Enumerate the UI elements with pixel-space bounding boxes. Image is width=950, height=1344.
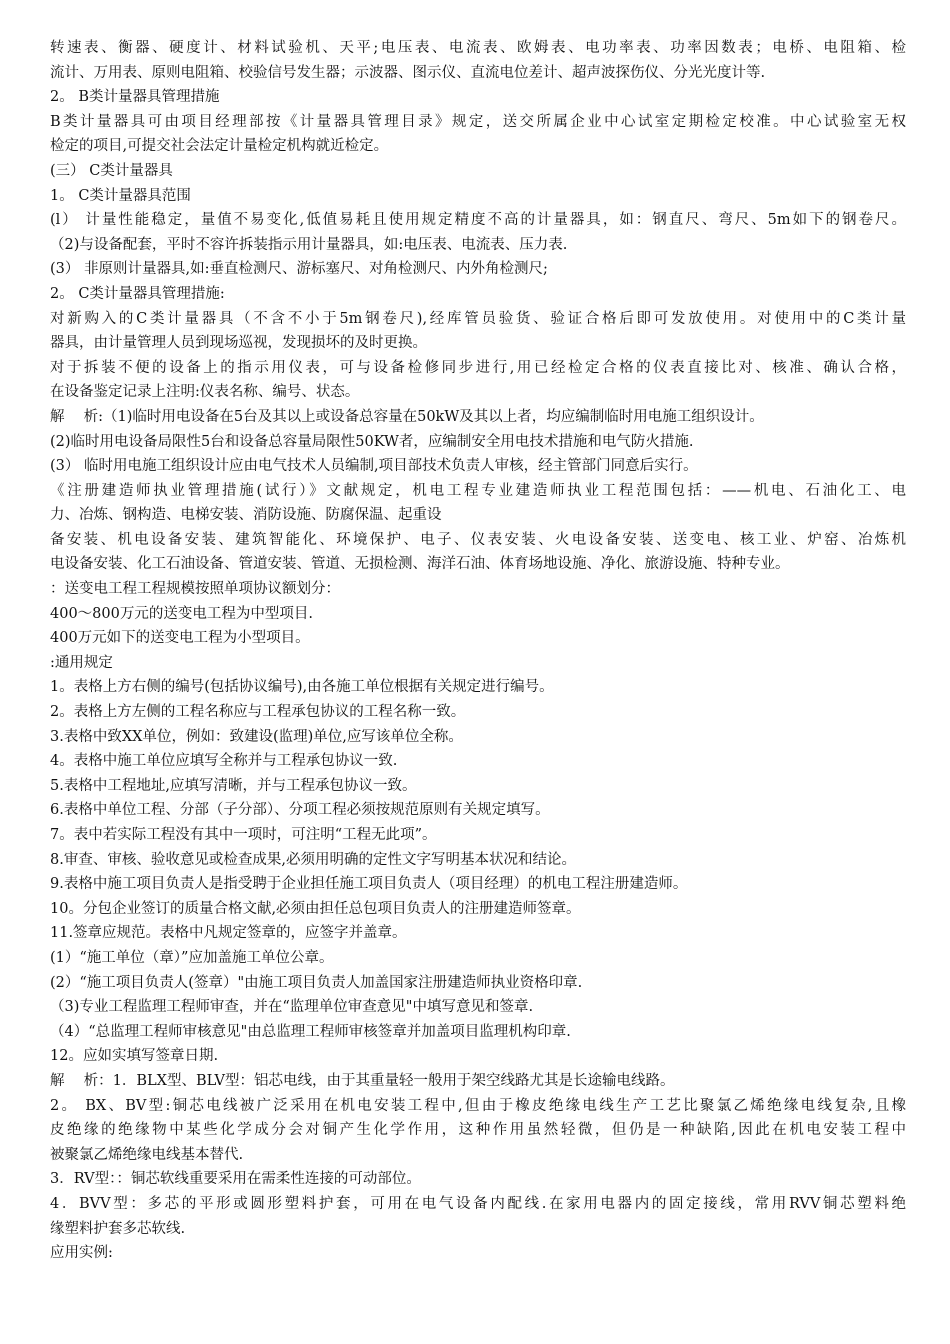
text-line: 2。表格上方左侧的工程名称应与工程承包协议的工程名称一致。: [50, 704, 466, 721]
text-line: 在设备鉴定记录上注明:仪表名称、编号、状态。: [50, 384, 360, 401]
text-line: 12。应如实填写签章日期.: [50, 1048, 219, 1065]
text-line: (2)临时用电设备局限性5台和设备总容量局限性50KW者，应编制安全用电技术措施和电气防火措施.: [50, 433, 694, 450]
text-line: 11.签章应规范。表格中凡规定签章的，应签字并盖章。: [50, 925, 407, 942]
text-line: 对于拆装不便的设备上的指示用仪表，可与设备检修同步进行,用已经检定合格的仪表直接比对、核准、确认合格，: [50, 359, 906, 376]
text-line: (三） C类计量器具: [50, 162, 173, 179]
text-line: 1。表格上方右侧的编号(包括协议编号),由各施工单位根据有关规定进行编号。: [50, 679, 554, 696]
text-line: （4）“总监理工程师审核意见"由总监理工程师审核签章并加盖项目监理机构印章.: [50, 1023, 571, 1040]
text-line: (3） 临时用电施工组织设计应由电气技术人员编制,项目部技术负责人审核，经主管部门同意后实行。: [50, 458, 698, 475]
text-line: 2。 C类计量器具管理措施:: [50, 285, 225, 302]
text-line: 8.审查、审核、验收意见或检查成果,必须用明确的定性文字写明基本状况和结论。: [50, 851, 576, 868]
text-line: 4．BVV型：多芯的平形或圆形塑料护套，可用在电气设备内配线.在家用电器内的固定接线，常用RVV铜芯塑料绝: [50, 1195, 906, 1212]
text-line: 转速表、衡器、硬度计、材料试验机、天平;电压表、电流表、欧姆表、电功率表、功率因数表；电桥、电阻箱、检: [50, 40, 906, 56]
text-line: 皮绝缘的绝缘物中某些化学成分会对铜产生化学作用，这种作用虽然轻微，但仍是一种缺陷,因此在机电安装工程中: [50, 1122, 906, 1139]
text-line: 10。分包企业签订的质量合格文献,必须由担任总包项目负责人的注册建造师签章。: [50, 900, 581, 917]
text-line: 5.表格中工程地址,应填写清晰，并与工程承包协议一致。: [50, 777, 417, 794]
text-line: 1。 C类计量器具范围: [50, 187, 191, 204]
text-line: 3.表格中致XX单位，例如：致建设(监理)单位,应写该单位全称。: [50, 728, 463, 745]
text-line: 备安装、机电设备安装、建筑智能化、环境保护、电子、仪表安装、火电设备安装、送变电、核工业、炉窑、冶炼机: [50, 531, 906, 548]
text-line: 解 析：1．BLX型、BLV型：铝芯电线，由于其重量轻一般用于架空线路尤其是长途输电线路。: [50, 1072, 675, 1089]
text-line: 流计、万用表、原则电阻箱、校验信号发生器；示波器、图示仪、直流电位差计、超声波探伤仪、分光光度计等.: [50, 64, 766, 81]
text-line: 应用实例:: [50, 1245, 113, 1262]
text-line: :通用规定: [50, 654, 113, 671]
text-line: 2。 BX、BV型:铜芯电线被广泛采用在机电安装工程中,但由于橡皮绝缘电线生产工艺比聚氯乙烯绝缘电线复杂,且橡: [50, 1097, 906, 1114]
text-line: 6.表格中单位工程、分部（子分部）、分项工程必须按规范原则有关规定填写。: [50, 802, 550, 819]
text-line: 3．RV型：：铜芯软线重要采用在需柔性连接的可动部位。: [50, 1171, 421, 1188]
text-line: （3)专业工程监理工程师审查，并在“监理单位审查意见"中填写意见和签章.: [50, 999, 534, 1016]
document-body: [50, 36, 906, 1266]
text-line: 对新购入的C类计量器具（不含不小于5m钢卷尺),经库管员验货、验证合格后即可发放使用。对使用中的C类计量: [50, 310, 906, 327]
text-line: 被聚氯乙烯绝缘电线基本替代.: [50, 1146, 244, 1163]
text-line: B类计量器具可由项目经理部按《计量器具管理目录》规定，送交所属企业中心试室定期检定校准。中心试验室无权: [50, 113, 906, 130]
text-line: 解 析:（1)临时用电设备在5台及其以上或设备总容量在50kW及其以上者，均应编制临时用电施工组织设计。: [50, 408, 764, 425]
text-line: 2。 B类计量器具管理措施: [50, 89, 220, 106]
text-line: (2）“施工项目负责人(签章）"由施工项目负责人加盖国家注册建造师执业资格印章.: [50, 974, 583, 991]
text-line: ：送变电工程工程规模按照单项协议额划分：: [50, 581, 340, 598]
text-line: 缘塑料护套多芯软线.: [50, 1220, 186, 1237]
text-line: (1）“施工单位（章）”应加盖施工单位公章。: [50, 949, 334, 966]
text-line: 检定的项目,可提交社会法定计量检定机构就近检定。: [50, 138, 389, 155]
text-line: 400万元如下的送变电工程为小型项目。: [50, 630, 310, 647]
text-line: 《注册建造师执业管理措施(试行）》文献规定，机电工程专业建造师执业工程范围包括：——机电、石油化工、电: [50, 482, 906, 499]
text-line: (3） 非原则计量器具,如:垂直检测尺、游标塞尺、对角检测尺、内外角检测尺;: [50, 261, 548, 278]
text-line: 力、冶炼、钢构造、电梯安装、消防设施、防腐保温、起重设: [50, 507, 442, 524]
text-line: 电设备安装、化工石油设备、管道安装、管道、无损检测、海洋石油、体育场地设施、净化、旅游设施、特种专业。: [50, 556, 790, 573]
text-line: 7。表中若实际工程没有其中一项时，可注明“工程无此项”。: [50, 827, 437, 843]
text-line: 9.表格中施工项目负责人是指受聘于企业担任施工项目负责人（项目经理）的机电工程注册建造师。: [50, 876, 688, 893]
text-line: 器具，由计量管理人员到现场巡视，发现损坏的及时更换。: [50, 335, 427, 352]
text-line: (l） 计量性能稳定，量值不易变化,低值易耗且使用规定精度不高的计量器具，如：钢直尺、弯尺、5m如下的钢卷尺。: [50, 212, 906, 229]
text-line: 400～800万元的送变电工程为中型项目.: [50, 605, 313, 622]
text-line: （2)与设备配套，平时不容许拆装指示用计量器具，如:电压表、电流表、压力表.: [50, 236, 568, 253]
text-line: 4。表格中施工单位应填写全称并与工程承包协议一致.: [50, 753, 398, 770]
